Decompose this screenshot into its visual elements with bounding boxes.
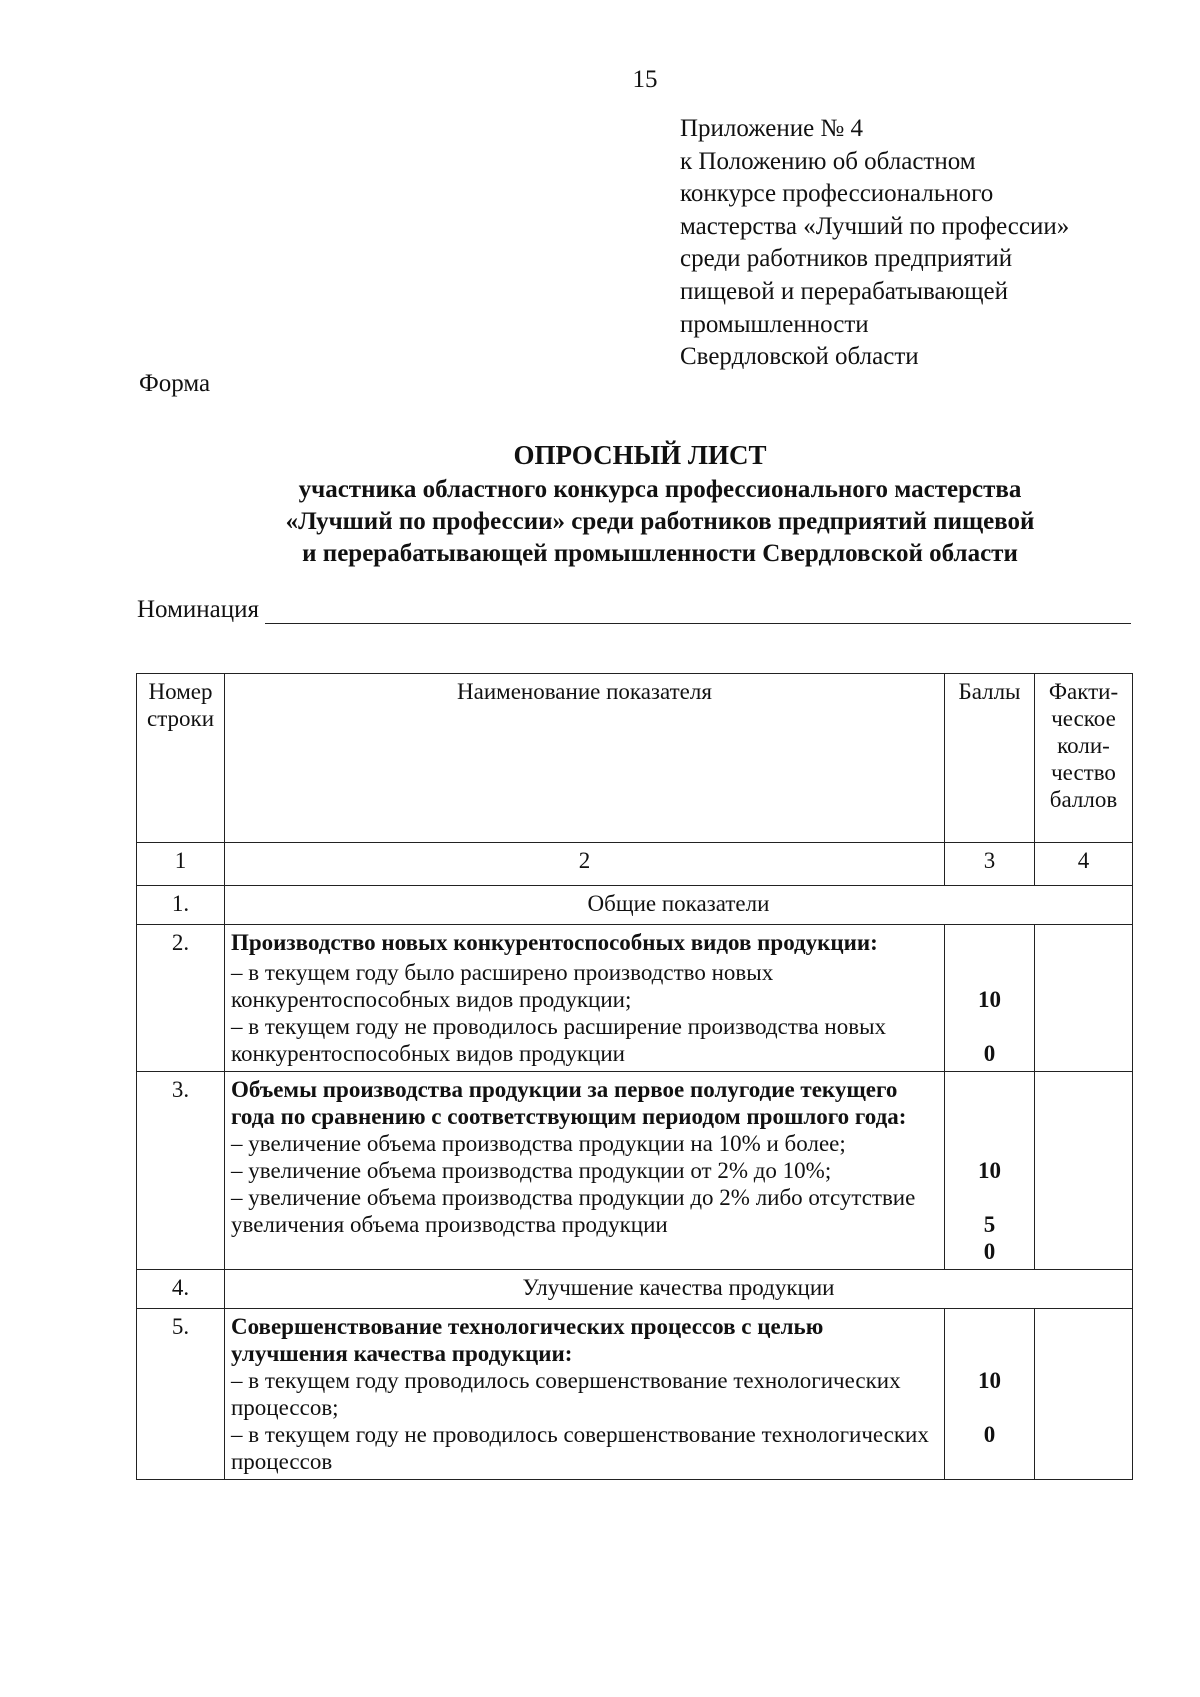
page-number: 15: [632, 66, 658, 93]
indicator-cell: [225, 1309, 945, 1480]
nomination-label: Номинация: [137, 596, 260, 623]
indicator-option: – в текущем году было расширено производство новых конкурентоспособных видов продукции;: [231, 960, 774, 1012]
indicator-title: Объемы производства продукции за первое полугодие текущего года по сравнению с соответствующим периодом прошлого года:: [231, 1077, 907, 1129]
table-row: [137, 925, 1133, 1072]
column-number: 3: [945, 843, 1035, 886]
row-number: 2.: [137, 925, 225, 1072]
option-points: 10: [978, 987, 1001, 1012]
questionnaire-table: [136, 673, 1133, 1480]
table-row: [137, 1309, 1133, 1480]
appendix-line: Свердловской области: [680, 343, 919, 371]
appendix-line: пищевой и перерабатывающей: [680, 277, 1009, 305]
subtitle-line: и перерабатывающей промышленности Свердловской области: [302, 540, 1018, 567]
form-label: Форма: [139, 370, 211, 397]
indicator-option: – увеличение объема производства продукции от 2% до 10%;: [231, 1158, 832, 1183]
appendix-line: мастерства «Лучший по профессии»: [680, 212, 1070, 240]
indicator-title: Производство новых конкурентоспособных видов продукции:: [231, 930, 878, 955]
nomination-field: [137, 596, 1131, 624]
header-actual-points: Факти-ческое коли-чество баллов: [1035, 674, 1133, 843]
table-row: [137, 1270, 1133, 1309]
option-points: 5: [983, 1212, 996, 1237]
row-number: 1.: [137, 886, 225, 925]
option-points: 0: [983, 1422, 996, 1447]
appendix-line: конкурсе профессионального: [680, 180, 994, 208]
header-indicator-name: Наименование показателя: [225, 674, 945, 843]
subtitle-line: «Лучший по профессии» среди работников предприятий пищевой: [285, 508, 1035, 535]
section-heading: Улучшение качества продукции: [225, 1270, 1133, 1309]
column-number: 4: [1035, 843, 1133, 886]
row-number: 5.: [137, 1309, 225, 1480]
document-subtitle: [150, 474, 1170, 570]
table-row: [137, 886, 1133, 925]
header-points: Баллы: [945, 674, 1035, 843]
option-points: 10: [978, 1368, 1001, 1393]
appendix-line: промышленности: [680, 310, 869, 338]
points-cell: [945, 925, 1035, 1072]
column-number: 2: [225, 843, 945, 886]
indicator-option: – в текущем году не проводилось совершенствование технологических процессов: [231, 1422, 929, 1474]
section-heading: Общие показатели: [225, 886, 1133, 925]
row-number: 3.: [137, 1072, 225, 1270]
indicator-option: – в текущем году проводилось совершенствование технологических процессов;: [231, 1368, 901, 1420]
option-points: 10: [978, 1158, 1001, 1183]
column-numbers-row: [137, 843, 1133, 886]
appendix-line: среди работников предприятий: [680, 245, 1013, 273]
appendix-block: [680, 113, 1180, 374]
header-row-number: Номер строки: [137, 674, 225, 843]
appendix-line: Приложение № 4: [680, 115, 864, 142]
option-points: 0: [983, 1239, 996, 1264]
indicator-option: – в текущем году не проводилось расширение производства новых конкурентоспособных видов продукции: [231, 1014, 887, 1066]
table-row: [137, 1072, 1133, 1270]
row-number: 4.: [137, 1270, 225, 1309]
appendix-line: к Положению об областном: [680, 147, 976, 175]
option-points: 0: [983, 1041, 996, 1066]
indicator-cell: [225, 1072, 945, 1270]
table-header-row: [137, 674, 1133, 843]
indicator-title: Совершенствование технологических процессов с целью улучшения качества продукции:: [231, 1314, 824, 1366]
document-title: ОПРОСНЫЙ ЛИСТ: [513, 440, 767, 470]
points-cell: [945, 1309, 1035, 1480]
points-cell: [945, 1072, 1035, 1270]
actual-points-cell[interactable]: [1035, 1309, 1133, 1480]
column-number: 1: [137, 843, 225, 886]
nomination-blank-line[interactable]: [265, 597, 1131, 624]
actual-points-cell[interactable]: [1035, 925, 1133, 1072]
subtitle-line: участника областного конкурса профессионального мастерства: [298, 476, 1022, 503]
actual-points-cell[interactable]: [1035, 1072, 1133, 1270]
indicator-cell: [225, 925, 945, 1072]
indicator-option: – увеличение объема производства продукции на 10% и более;: [231, 1131, 846, 1156]
indicator-option: – увеличение объема производства продукции до 2% либо отсутствие увеличения объема производства продукции: [231, 1185, 916, 1237]
